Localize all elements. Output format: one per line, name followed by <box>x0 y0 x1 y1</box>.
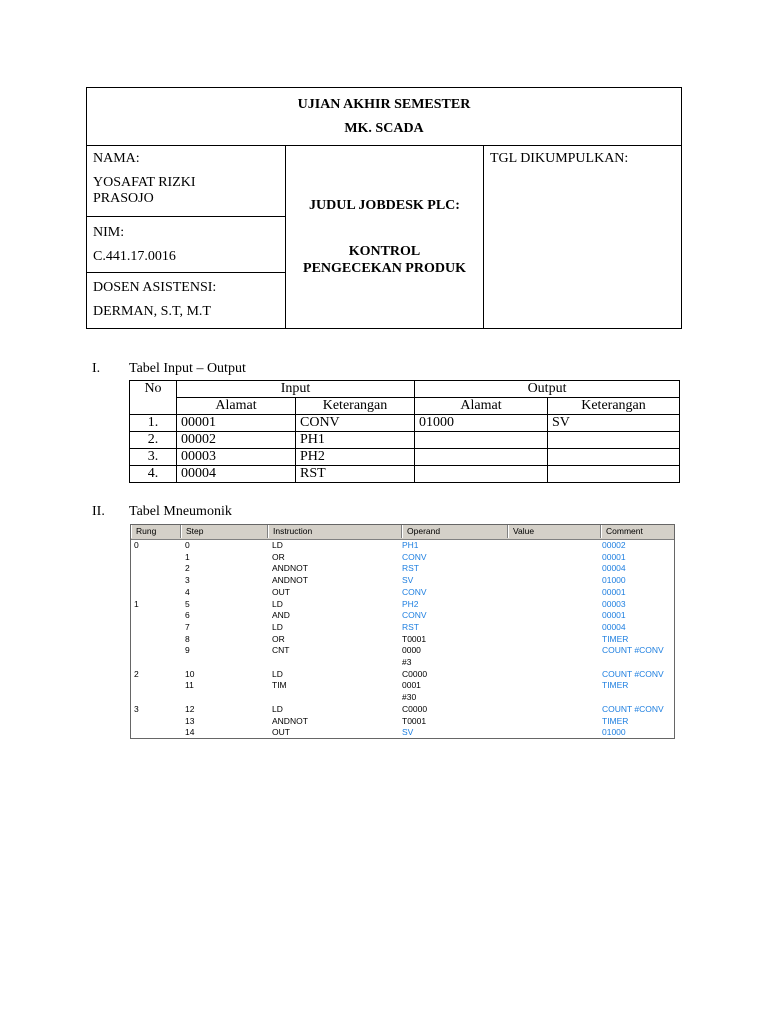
tgl-label: TGL DIKUMPULKAN: <box>490 151 629 166</box>
section-mnemonic-number: II. <box>92 504 105 519</box>
instruction-cell: AND <box>272 610 290 621</box>
operand-cell: RST <box>402 563 419 574</box>
step-cell: 9 <box>185 645 190 656</box>
table-row[interactable] <box>131 599 674 611</box>
io-subheader-row <box>130 398 680 415</box>
output-address: 01000 <box>415 415 548 432</box>
judul-line2: PENGECEKAN PRODUK <box>303 261 466 276</box>
comment-cell: TIMER <box>602 633 629 644</box>
header-input: Input <box>177 381 415 398</box>
step-cell: 4 <box>185 586 190 597</box>
operand-cell: C0000 <box>402 668 428 679</box>
operand-cell: CONV <box>402 586 427 597</box>
instruction-cell: OUT <box>272 586 290 597</box>
comment-cell: TIMER <box>602 715 629 726</box>
nama-label: NAMA: <box>93 151 140 166</box>
comment-cell: 00003 <box>602 598 626 609</box>
nama-value-line2: PRASOJO <box>93 191 154 206</box>
io-table <box>129 380 680 483</box>
dosen-value: DERMAN, S.T, M.T <box>93 304 211 319</box>
nama-value-line1: YOSAFAT RIZKI <box>93 175 196 190</box>
step-cell: 5 <box>185 598 190 609</box>
operand-cell: T0001 <box>402 633 427 644</box>
row-no: 2. <box>130 432 177 449</box>
comment-cell: 01000 <box>602 727 626 738</box>
output-description <box>548 432 680 449</box>
comment-cell: 01000 <box>602 575 626 586</box>
jobdesk-column <box>286 146 484 328</box>
table-row[interactable] <box>131 587 674 599</box>
step-cell: 11 <box>185 680 194 691</box>
instruction-cell: LD <box>272 621 283 632</box>
col-header-rung[interactable]: Rung <box>131 525 181 538</box>
instruction-cell: OUT <box>272 727 290 738</box>
output-description <box>548 466 680 483</box>
input-address: 00003 <box>177 449 296 466</box>
table-row[interactable] <box>131 704 674 716</box>
row-no: 4. <box>130 466 177 483</box>
instruction-cell: LD <box>272 668 283 679</box>
output-description <box>548 449 680 466</box>
row-no: 3. <box>130 449 177 466</box>
instruction-cell: LD <box>272 598 283 609</box>
header-input-keterangan: Keterangan <box>296 398 415 415</box>
table-row[interactable] <box>131 727 674 739</box>
header-output-keterangan: Keterangan <box>548 398 680 415</box>
operand-cell: CONV <box>402 551 427 562</box>
comment-cell: 00001 <box>602 551 626 562</box>
table-row[interactable] <box>131 563 674 575</box>
rung-cell: 0 <box>134 540 139 550</box>
step-cell: 14 <box>185 727 195 738</box>
comment-cell: COUNT #CONV <box>602 703 664 714</box>
operand-cell: PH1 <box>402 540 419 550</box>
operand-cell: SV <box>402 575 414 586</box>
comment-cell: 00001 <box>602 586 626 597</box>
header-output: Output <box>415 381 680 398</box>
col-header-value[interactable]: Value <box>508 525 601 538</box>
operand-cell: C0000 <box>402 703 428 714</box>
table-row <box>130 466 680 483</box>
operand-cell: SV <box>402 727 414 738</box>
table-row[interactable] <box>131 540 674 552</box>
step-cell: 10 <box>185 668 195 679</box>
input-description: PH1 <box>296 432 415 449</box>
step-cell: 1 <box>185 551 190 562</box>
step-cell: 2 <box>185 563 190 574</box>
section-io-number: I. <box>92 361 101 376</box>
header-box <box>86 87 682 329</box>
col-header-step[interactable]: Step <box>181 525 268 538</box>
table-row <box>130 449 680 466</box>
input-address: 00002 <box>177 432 296 449</box>
table-row[interactable] <box>131 680 674 692</box>
table-row[interactable] <box>131 716 674 728</box>
table-row[interactable] <box>131 657 674 669</box>
instruction-cell: OR <box>272 551 285 562</box>
table-row[interactable] <box>131 634 674 646</box>
dosen-cell <box>87 273 285 328</box>
table-row <box>130 415 680 432</box>
header-output-alamat: Alamat <box>415 398 548 415</box>
output-address <box>415 466 548 483</box>
comment-cell: COUNT #CONV <box>602 645 664 656</box>
instruction-cell: ANDNOT <box>272 715 308 726</box>
comment-cell: 00004 <box>602 563 626 574</box>
output-description: SV <box>548 415 680 432</box>
col-header-comment[interactable]: Comment <box>601 525 675 538</box>
nim-label: NIM: <box>93 225 125 240</box>
step-cell: 13 <box>185 715 195 726</box>
instruction-cell: LD <box>272 703 283 714</box>
step-cell: 3 <box>185 575 190 586</box>
table-row[interactable] <box>131 692 674 704</box>
table-row[interactable] <box>131 575 674 587</box>
operand-cell: PH2 <box>402 598 419 609</box>
instruction-cell: ANDNOT <box>272 575 308 586</box>
submission-date-column <box>484 146 681 328</box>
judul-line1: KONTROL <box>348 244 421 259</box>
operand-cell: #3 <box>402 657 412 667</box>
header-input-alamat: Alamat <box>177 398 296 415</box>
dosen-label: DOSEN ASISTENSI: <box>93 280 217 295</box>
operand-cell: T0001 <box>402 715 427 726</box>
instruction-cell: ANDNOT <box>272 563 308 574</box>
course-title: MK. SCADA <box>344 121 424 136</box>
table-row[interactable] <box>131 669 674 681</box>
operand-cell: 0001 <box>402 680 421 691</box>
header-no: No <box>130 381 177 415</box>
comment-cell: 00004 <box>602 621 626 632</box>
operand-cell: #30 <box>402 692 417 703</box>
step-cell: 0 <box>185 540 190 550</box>
input-description: RST <box>296 466 415 483</box>
nama-cell <box>87 146 285 217</box>
comment-cell: TIMER <box>602 680 629 691</box>
comment-cell: COUNT #CONV <box>602 668 664 679</box>
output-address <box>415 432 548 449</box>
col-header-operand[interactable]: Operand <box>402 525 508 538</box>
nim-value: C.441.17.0016 <box>93 249 176 264</box>
input-description: CONV <box>296 415 415 432</box>
operand-cell: 0000 <box>402 645 421 656</box>
operand-cell: CONV <box>402 610 427 621</box>
input-address: 00004 <box>177 466 296 483</box>
table-row <box>130 432 680 449</box>
comment-cell: 00002 <box>602 540 626 550</box>
col-header-instruction[interactable]: Instruction <box>268 525 402 538</box>
output-address <box>415 449 548 466</box>
judul-label: JUDUL JOBDESK PLC: <box>309 198 460 213</box>
section-mnemonic-title: Tabel Mneumonik <box>129 504 232 519</box>
input-description: PH2 <box>296 449 415 466</box>
step-cell: 12 <box>185 703 195 714</box>
nim-cell <box>87 217 285 273</box>
rung-cell: 3 <box>134 703 139 714</box>
rung-cell: 2 <box>134 668 139 679</box>
mnemonic-header-bar <box>131 525 674 540</box>
section-io-title: Tabel Input – Output <box>129 361 246 376</box>
comment-cell: 00001 <box>602 610 626 621</box>
step-cell: 7 <box>185 621 190 632</box>
table-row[interactable] <box>131 622 674 634</box>
input-address: 00001 <box>177 415 296 432</box>
step-cell: 6 <box>185 610 190 621</box>
instruction-cell: OR <box>272 633 285 644</box>
table-row[interactable] <box>131 610 674 622</box>
rung-cell: 1 <box>134 598 139 609</box>
io-header-row <box>130 381 680 398</box>
row-no: 1. <box>130 415 177 432</box>
instruction-cell: CNT <box>272 645 290 656</box>
table-row[interactable] <box>131 645 674 657</box>
step-cell: 8 <box>185 633 190 644</box>
instruction-cell: TIM <box>272 680 287 691</box>
exam-title: UJIAN AKHIR SEMESTER <box>297 97 471 112</box>
exam-title-area <box>87 88 681 146</box>
instruction-cell: LD <box>272 540 283 550</box>
operand-cell: RST <box>402 621 419 632</box>
table-row[interactable] <box>131 552 674 564</box>
student-info-column <box>87 146 286 328</box>
mnemonic-listing <box>130 524 675 739</box>
